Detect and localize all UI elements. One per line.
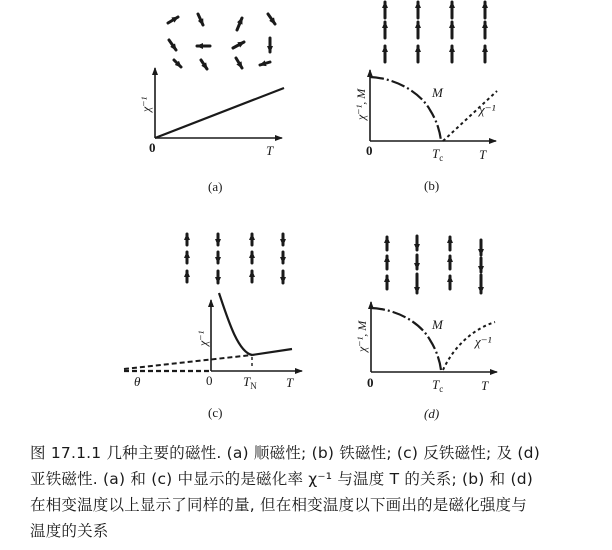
spin-arrow-icon — [169, 40, 176, 50]
origin-label: 0 — [367, 375, 374, 390]
chi-inverse-above-tn — [252, 349, 292, 355]
panel-c — [124, 234, 302, 420]
origin-label: 0 — [366, 143, 373, 158]
spin-arrow-icon — [174, 60, 181, 67]
caption-line-3: 在相变温度以上显示了同样的量, 但在相变温度以下画出的是磁化强度与 — [30, 496, 527, 514]
spin-arrow-icon — [268, 14, 275, 24]
panel-label: (d) — [424, 406, 440, 421]
origin-label: 0 — [206, 373, 213, 388]
random-spins — [168, 14, 275, 69]
y-axis-label: χ⁻¹ — [139, 96, 153, 112]
magnetization-curve — [370, 77, 441, 141]
spin-arrow-icon — [168, 17, 178, 23]
figure-caption — [30, 440, 590, 544]
chi-label: χ⁻¹ — [479, 102, 496, 117]
aligned-spins — [385, 2, 485, 62]
m-label: M — [432, 85, 443, 100]
tc-label: $T_c$ — [432, 377, 444, 394]
origin-label: 0 — [149, 140, 156, 155]
caption-line-2: 亚铁磁性. (a) 和 (c) 中显示的是磁化率 χ⁻¹ 与温度 T 的关系; (b) 和 (d) — [30, 470, 534, 488]
panel-a — [139, 14, 284, 194]
tn-label: $T_N$ — [243, 374, 257, 391]
panel-b — [354, 2, 497, 193]
x-axis-label: T — [479, 147, 487, 162]
panel-d — [355, 236, 497, 421]
y-axis-label: χ⁻¹, M — [354, 88, 368, 120]
m-label: M — [432, 317, 443, 332]
spin-arrow-icon — [201, 60, 207, 69]
theta-label: θ — [134, 374, 141, 389]
x-axis-label: T — [481, 378, 489, 393]
spin-arrow-icon — [198, 14, 203, 25]
chi-inverse-line — [155, 88, 284, 138]
unequal-antiparallel-spins — [387, 236, 481, 293]
panel-label: (a) — [208, 179, 223, 194]
panel-label: (b) — [424, 178, 440, 193]
chi-inverse-below-tn — [219, 293, 252, 355]
x-axis-label: T — [286, 375, 294, 390]
spin-arrow-icon — [260, 62, 270, 65]
spin-arrow-icon — [237, 18, 242, 30]
curie-weiss-extrapolation — [124, 355, 252, 369]
spin-arrow-icon — [233, 42, 244, 48]
y-axis-label: χ⁻¹ — [196, 330, 210, 346]
chi-label: χ⁻¹ — [475, 334, 492, 349]
tc-label: $T_c$ — [432, 146, 444, 163]
antiparallel-spins — [187, 234, 283, 283]
caption-line-4: 温度的关系 — [30, 522, 109, 540]
magnetization-curve — [371, 308, 441, 370]
spin-arrow-icon — [236, 58, 242, 68]
y-axis-label: χ⁻¹, M — [355, 320, 369, 352]
panel-label: (c) — [208, 405, 223, 420]
x-axis-label: T — [266, 143, 274, 158]
caption-line-1: 图 17.1.1 几种主要的磁性. (a) 顺磁性; (b) 铁磁性; (c) 反铁磁性; 及 (d) — [30, 444, 540, 462]
